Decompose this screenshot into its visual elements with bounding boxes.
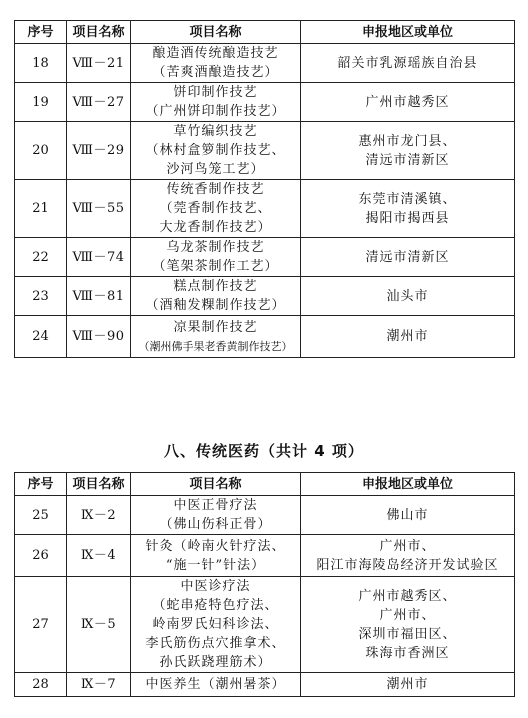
header-region: 申报地区或单位 (301, 473, 515, 496)
table-body (15, 496, 515, 697)
cell-seq: 18 (15, 44, 67, 83)
cell-name (131, 535, 301, 577)
cell-region (301, 180, 515, 238)
name-line: 凉果制作技艺 (173, 319, 258, 335)
name-line: 传统香制作技艺 (166, 182, 265, 197)
header-seq: 序号 (15, 473, 67, 496)
region-line: 佛山市 (386, 507, 429, 523)
name-line: （蛇串疮特色疗法、 (152, 598, 279, 613)
table-row (15, 496, 515, 535)
cell-code: Ⅷ－74 (67, 238, 131, 277)
name-line: 李氏筋伤点穴推拿术、 (145, 636, 286, 651)
cell-region (301, 83, 515, 122)
cell-code: Ⅸ－5 (67, 577, 131, 673)
name-line: （林村盒箩制作技艺、 (145, 143, 286, 158)
table-row (15, 673, 515, 697)
section-title: 八、传统医药（共计 4 项） (164, 442, 364, 460)
table-row (15, 122, 515, 180)
name-line: 乌龙茶制作技艺 (166, 240, 265, 255)
cell-seq: 24 (15, 316, 67, 358)
name-line: 中医养生（潮州暑茶） (145, 677, 286, 692)
region-line: 深圳市福田区、 (358, 626, 457, 642)
region-line: 潮州市 (386, 677, 429, 692)
name-line: （酒釉发粿制作技艺） (145, 298, 286, 313)
name-line: 针灸（岭南火针疗法、 (145, 538, 286, 554)
table-header-row (15, 21, 515, 44)
name-line: 孙氏跃跷理筋术） (159, 655, 272, 670)
name-line: （广州饼印制作技艺） (145, 104, 286, 119)
table-row (15, 180, 515, 238)
cell-region (301, 316, 515, 358)
cell-region (301, 238, 515, 277)
region-line: 清远市清新区 (365, 249, 450, 265)
table-row (15, 316, 515, 358)
region-line: 揭阳市揭西县 (365, 210, 450, 226)
table-row (15, 535, 515, 577)
cell-name (131, 316, 301, 358)
name-line: （潮州佛手果老香黄制作技艺） (138, 339, 293, 353)
cell-code: Ⅷ－55 (67, 180, 131, 238)
cell-code: Ⅸ－2 (67, 496, 131, 535)
header-code: 项目名称 (67, 473, 131, 496)
header-name: 项目名称 (131, 21, 301, 44)
cell-name (131, 83, 301, 122)
name-line: 酿造酒传统酿造技艺 (152, 46, 279, 61)
cell-name (131, 180, 301, 238)
cell-name (131, 673, 301, 697)
cell-seq: 23 (15, 277, 67, 316)
cell-region (301, 122, 515, 180)
cell-name (131, 238, 301, 277)
cell-seq: 21 (15, 180, 67, 238)
cell-code: Ⅷ－90 (67, 316, 131, 358)
cell-code: Ⅷ－29 (67, 122, 131, 180)
table-body (15, 44, 515, 358)
cell-region (301, 673, 515, 697)
header-seq: 序号 (15, 21, 67, 44)
name-line: （佛山伤科正骨） (159, 517, 272, 532)
heritage-table-part-2 (14, 472, 515, 697)
region-line: 汕头市 (386, 288, 429, 304)
heritage-table-part-1 (14, 20, 515, 358)
cell-name (131, 496, 301, 535)
cell-seq: 19 (15, 83, 67, 122)
cell-code: Ⅷ－21 (67, 44, 131, 83)
region-line: 潮州市 (386, 329, 429, 344)
cell-name (131, 277, 301, 316)
cell-seq: 20 (15, 122, 67, 180)
table-row (15, 44, 515, 83)
cell-name (131, 577, 301, 673)
region-line: 阳江市海陵岛经济开发试验区 (316, 557, 499, 573)
region-line: 韶关市乳源瑶族自治县 (337, 55, 478, 71)
cell-seq: 26 (15, 535, 67, 577)
name-line: 中医正骨疗法 (173, 498, 258, 513)
cell-region (301, 44, 515, 83)
name-line: （笔架茶制作工艺） (152, 259, 279, 274)
cell-seq: 22 (15, 238, 67, 277)
region-line: 清远市清新区 (365, 152, 450, 168)
cell-seq: 25 (15, 496, 67, 535)
name-line: 岭南罗氏妇科诊法、 (152, 617, 279, 632)
region-line: 东莞市清溪镇、 (358, 191, 457, 207)
region-line: 珠海市香洲区 (365, 645, 450, 661)
table-row (15, 83, 515, 122)
cell-seq: 27 (15, 577, 67, 673)
table-header-row (15, 473, 515, 496)
table-row (15, 238, 515, 277)
cell-region (301, 496, 515, 535)
table-row (15, 577, 515, 673)
cell-code: Ⅷ－27 (67, 83, 131, 122)
name-line: 沙河鸟笼工艺） (166, 162, 265, 177)
cell-code: Ⅷ－81 (67, 277, 131, 316)
header-region: 申报地区或单位 (301, 21, 515, 44)
region-line: 广州市、 (379, 607, 436, 623)
table-row (15, 277, 515, 316)
header-name: 项目名称 (131, 473, 301, 496)
name-line: “施一针”针法） (165, 557, 266, 573)
name-line: 中医诊疗法 (180, 579, 251, 594)
name-line: （莞香制作技艺、 (159, 201, 272, 216)
cell-code: Ⅸ－7 (67, 673, 131, 697)
header-code: 项目名称 (67, 21, 131, 44)
cell-code: Ⅸ－4 (67, 535, 131, 577)
cell-seq: 28 (15, 673, 67, 697)
name-line: （苦爽酒酿造技艺） (152, 65, 279, 80)
cell-region (301, 277, 515, 316)
name-line: 草竹编织技艺 (173, 124, 258, 139)
name-line: 糕点制作技艺 (173, 279, 258, 294)
cell-name (131, 44, 301, 83)
name-line: 饼印制作技艺 (173, 85, 258, 100)
cell-name (131, 122, 301, 180)
name-line: 大龙香制作技艺） (159, 220, 272, 235)
region-line: 广州市越秀区、 (358, 588, 457, 604)
cell-region (301, 535, 515, 577)
region-line: 广州市、 (379, 538, 436, 554)
region-line: 广州市越秀区 (365, 94, 450, 110)
region-line: 惠州市龙门县、 (358, 133, 457, 149)
cell-region (301, 577, 515, 673)
